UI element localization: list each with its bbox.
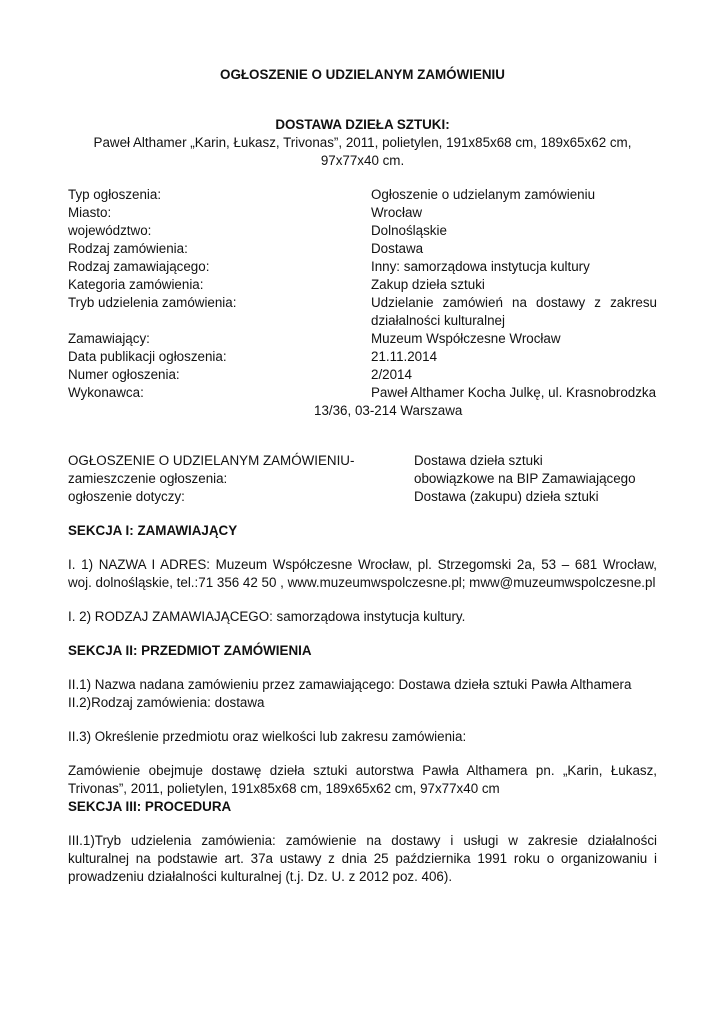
info-value: Dolnośląskie: [371, 223, 447, 238]
info-row: [68, 240, 657, 258]
section-2-scope-heading: II.3) Określenie przedmiotu oraz wielkości lub zakresu zamówienia:: [68, 729, 467, 744]
info-row: [68, 222, 657, 240]
info-row: [68, 330, 657, 348]
info-label: Tryb udzielenia zamówienia:: [68, 295, 237, 310]
info-row: [68, 276, 657, 294]
document-title: OGŁOSZENIE O UDZIELANYM ZAMÓWIENIU: [220, 67, 505, 82]
info-label: województwo:: [68, 223, 152, 238]
info-label: Zamawiający:: [68, 331, 150, 346]
contractor-address-line2: 13/36, 03-214 Warszawa: [314, 403, 463, 418]
details-value: Dostawa (zakupu) dzieła sztuki: [414, 489, 599, 504]
announcement-details-table: [68, 452, 657, 506]
info-label: Rodzaj zamówienia:: [68, 241, 188, 256]
details-row: [68, 470, 657, 488]
contractor-label: Wykonawca:: [68, 385, 144, 400]
artwork-description-line1: Paweł Althamer „Karin, Łukasz, Trivonas”, 2011, polietylen, 191x85x68 cm, 189x65x62 cm,: [93, 135, 632, 150]
contractor-row: [68, 384, 657, 402]
info-value: Muzeum Współczesne Wrocław: [371, 331, 561, 346]
info-label: Data publikacji ogłoszenia:: [68, 349, 227, 364]
info-value: Inny: samorządowa instytucja kultury: [371, 259, 590, 274]
section-3-procedure: III.1)Tryb udzielenia zamówienia: zamówienie na dostawy i usługi w zakresie działalności kulturalnej na podstawie art. 37a ustawy z dnia 25 października 1991 roku o organizowaniu i prowadzeniu działalności kulturalnej (t.j. Dz. U. z 2012 poz. 406).: [68, 833, 657, 884]
info-value: Dostawa: [371, 241, 424, 256]
info-label: Miasto:: [68, 205, 112, 220]
info-row: [68, 186, 657, 204]
info-label: Numer ogłoszenia:: [68, 367, 180, 382]
info-value: Udzielanie zamówień na dostawy z zakresu działalności kulturalnej: [371, 295, 657, 328]
document-subtitle: DOSTAWA DZIEŁA SZTUKI:: [275, 117, 450, 132]
info-row: [68, 348, 657, 366]
section-1-name-address: I. 1) NAZWA I ADRES: Muzeum Współczesne Wrocław, pl. Strzegomski 2a, 53 – 681 Wrocław, woj. dolnośląskie, tel.:71 356 42 50 , www.muzeumwspolczesne.pl; mww@muzeumwspolczesne.pl: [68, 557, 657, 590]
section-2-scope-description: Zamówienie obejmuje dostawę dzieła sztuki autorstwa Pawła Althamera pn. „Karin, Łukasz, Trivonas”, 2011, polietylen, 191x85x68 cm, 189x65x62 cm, 97x77x40 cm: [68, 763, 657, 796]
announcement-info-table: [68, 186, 657, 420]
info-label: Rodzaj zamawiającego:: [68, 259, 210, 274]
info-value: Ogłoszenie o udzielanym zamówieniu: [371, 187, 596, 202]
info-value: 21.11.2014: [371, 349, 438, 364]
details-label: zamieszczenie ogłoszenia:: [68, 471, 228, 486]
section-1-contracting-type: I. 2) RODZAJ ZAMAWIAJĄCEGO: samorządowa instytucja kultury.: [68, 609, 466, 624]
info-value: Zakup dzieła sztuki: [371, 277, 485, 292]
info-label: Kategoria zamówienia:: [68, 277, 204, 292]
info-row: [68, 258, 657, 276]
info-row: [68, 366, 657, 384]
details-row: [68, 452, 657, 470]
info-value: Wrocław: [371, 205, 423, 220]
details-value: obowiązkowe na BIP Zamawiającego: [414, 471, 636, 486]
info-label: Typ ogłoszenia:: [68, 187, 162, 202]
section-1-heading: SEKCJA I: ZAMAWIAJĄCY: [68, 523, 238, 538]
section-2-order-name: II.1) Nazwa nadana zamówieniu przez zamawiającego: Dostawa dzieła sztuki Pawła Althamera: [68, 677, 632, 692]
details-label: OGŁOSZENIE O UDZIELANYM ZAMÓWIENIU-: [68, 453, 355, 468]
details-value: Dostawa dzieła sztuki: [414, 453, 543, 468]
details-row: [68, 488, 657, 506]
document-page: [68, 66, 657, 886]
section-2-heading: SEKCJA II: PRZEDMIOT ZAMÓWIENIA: [68, 643, 312, 658]
artwork-description-line2: 97x77x40 cm.: [320, 153, 405, 168]
contractor-address-line1: Paweł Althamer Kocha Julkę, ul. Krasnobrodzka: [371, 385, 657, 400]
details-label: ogłoszenie dotyczy:: [68, 489, 185, 504]
section-2-order-type: II.2)Rodzaj zamówienia: dostawa: [68, 695, 265, 710]
section-3-heading: SEKCJA III: PROCEDURA: [68, 799, 232, 814]
info-row: [68, 294, 657, 330]
info-value: 2/2014: [371, 367, 412, 382]
info-row: [68, 204, 657, 222]
